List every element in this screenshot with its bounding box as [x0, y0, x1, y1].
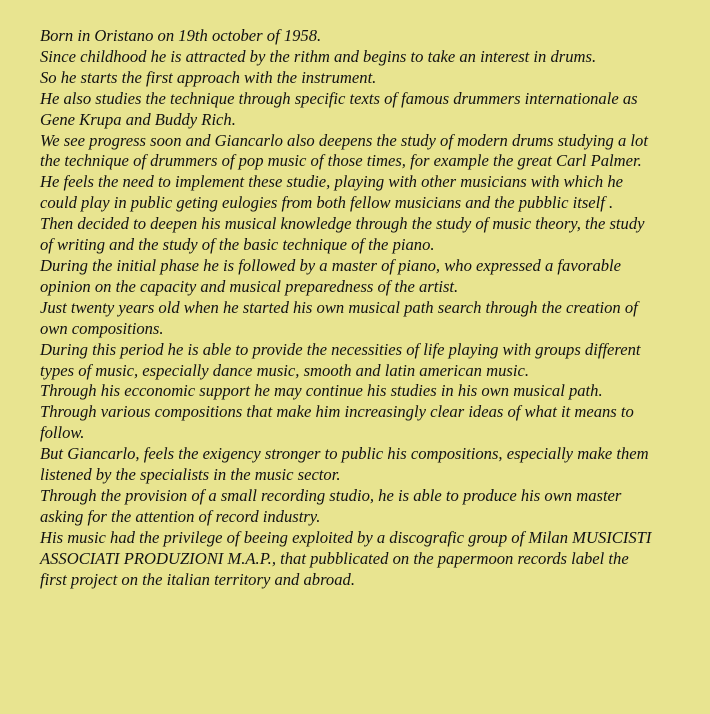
biography-line: So he starts the first approach with the instrument.: [40, 67, 377, 87]
biography-line: Then decided to deepen his musical knowledge through the study of music theory, the study: [40, 214, 645, 234]
biography-line: first project on the italian territory and abroad.: [40, 569, 355, 589]
biography-line: Just twenty years old when he started his own musical path search through the creation of: [40, 297, 638, 317]
biography-line: of writing and the study of the basic technique of the piano.: [40, 235, 435, 255]
biography-text: [40, 26, 694, 590]
biography-line: But Giancarlo, feels the exigency stronger to public his compositions, especially make them: [40, 444, 649, 464]
biography-line: He also studies the technique through specific texts of famous drummers internationale as: [40, 88, 638, 108]
biography-line: Born in Oristano on 19th october of 1958.: [40, 26, 322, 45]
biography-line: During the initial phase he is followed by a master of piano, who expressed a favorable: [40, 255, 622, 275]
biography-line: ASSOCIATI PRODUZIONI M.A.P., that pubblicated on the papermoon records label the: [40, 548, 629, 568]
biography-line: His music had the privilege of beeing exploited by a discografic group of Milan MUSICISTI: [40, 527, 652, 547]
biography-line: types of music, especially dance music, smooth and latin american music.: [40, 360, 529, 380]
biography-line: He feels the need to implement these studie, playing with other musicians with which he: [40, 172, 623, 192]
biography-line: could play in public geting eulogies from both fellow musicians and the pubblic itself .: [40, 193, 614, 213]
biography-line: listened by the specialists in the music sector.: [40, 465, 341, 485]
biography-line: During this period he is able to provide the necessities of life playing with groups different: [40, 339, 641, 359]
biography-line: the technique of drummers of pop music of those times, for example the great Carl Palmer.: [40, 151, 642, 171]
biography-line: follow.: [40, 423, 85, 443]
biography-line: Through various compositions that make him increasingly clear ideas of what it means to: [40, 402, 634, 422]
biography-line: We see progress soon and Giancarlo also deepens the study of modern drums studying a lot: [40, 130, 648, 150]
biography-line: Since childhood he is attracted by the rithm and begins to take an interest in drums.: [40, 46, 597, 66]
biography-line: opinion on the capacity and musical preparedness of the artist.: [40, 276, 459, 296]
biography-line: Gene Krupa and Buddy Rich.: [40, 109, 236, 129]
biography-line: own compositions.: [40, 318, 164, 338]
biography-line: Through his ecconomic support he may continue his studies in his own musical path.: [40, 381, 603, 401]
biography-line: Through the provision of a small recording studio, he is able to produce his own master: [40, 485, 622, 505]
biography-line: asking for the attention of record industry.: [40, 506, 321, 526]
